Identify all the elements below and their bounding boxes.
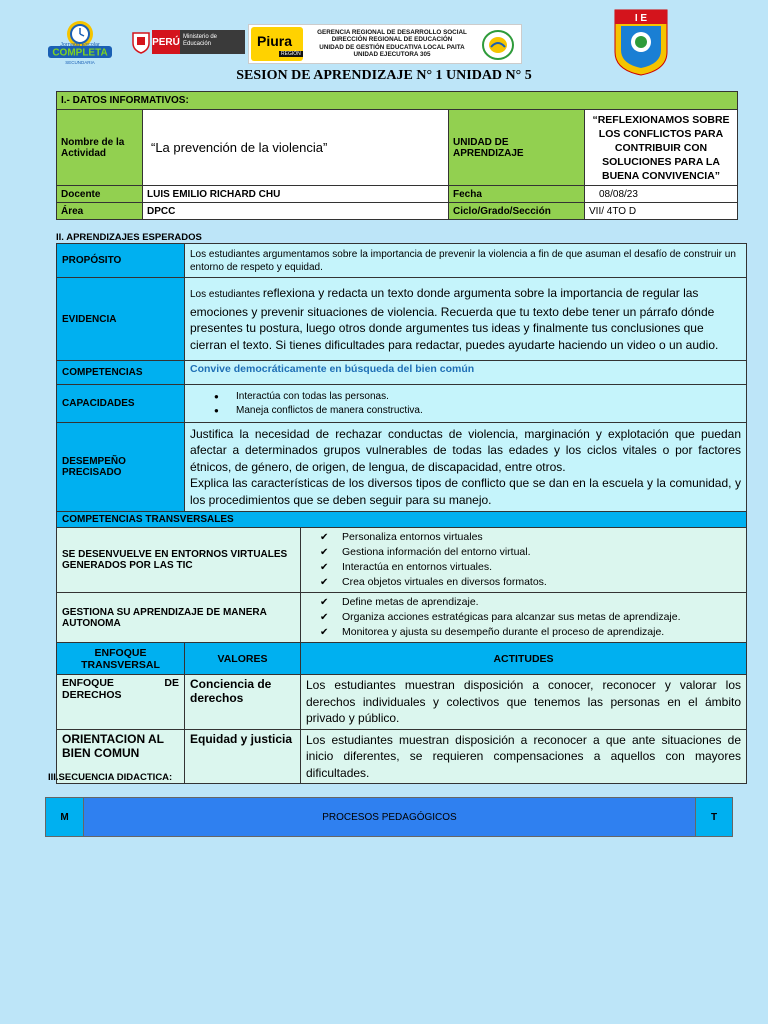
tic-label: SE DESENVUELVE EN ENTORNOS VIRTUALES GENERADOS POR LAS TIC <box>57 528 301 593</box>
unidad-value: “REFLEXIONAMOS SOBRE LOS CONFLICTOS PARA CONTRIBUIR CON SOLUCIONES PARA LA BUENA CONVIVENCIA” <box>585 110 738 186</box>
col-m-header: M <box>46 798 84 837</box>
competencias-value: Convive democráticamente en búsqueda del bien común <box>185 361 747 385</box>
proposito-value: Los estudiantes argumentamos sobre la importancia de prevenir la violencia a fin de que asuman el desafío de construir un entorno de respeto y equidad. <box>185 244 747 278</box>
capacidades-list <box>185 385 747 423</box>
ciclo-value: VII/ 4TO D <box>585 203 738 220</box>
ugel-logo-icon <box>481 29 515 61</box>
col-procesos-header: PROCESOS PEDAGÓGICOS <box>84 798 696 837</box>
ie-crest <box>613 8 669 76</box>
fecha-value: 08/08/23 <box>585 186 738 203</box>
competencias-label: COMPETENCIAS <box>57 361 185 385</box>
tic-item: ✔ Interactúa en entornos virtuales. <box>318 560 741 575</box>
aprendizajes-table <box>56 243 747 784</box>
valores-header: VALORES <box>185 643 301 675</box>
actitudes-header: ACTITUDES <box>301 643 747 675</box>
svg-text:Jornada Escolar: Jornada Escolar <box>60 42 100 48</box>
enfoque-header: ENFOQUE TRANSVERSAL <box>57 643 185 675</box>
gestiona-item: ✔ Organiza acciones estratégicas para alcanzar sus metas de aprendizaje. <box>318 610 741 625</box>
svg-text:SECUNDARIA: SECUNDARIA <box>65 60 95 65</box>
valor-bien-comun: Equidad y justicia <box>185 729 301 784</box>
tic-item: ✔ Crea objetos virtuales en diversos formatos. <box>318 575 741 590</box>
aprendizajes-section-label: II. APRENDIZAJES ESPERADOS <box>56 232 202 243</box>
proposito-label: PROPÓSITO <box>57 244 185 278</box>
actividad-label: Nombre de la Actividad <box>57 110 143 186</box>
datos-section-label: I.- DATOS INFORMATIVOS: <box>57 92 738 110</box>
tic-item: ✔ Gestiona información del entorno virtual. <box>318 545 741 560</box>
gestiona-label: GESTIONA SU APRENDIZAJE DE MANERA AUTONOMA <box>57 593 301 643</box>
enfoque-derechos: ENFOQUE DE DERECHOS <box>57 675 185 730</box>
secuencia-table <box>45 797 733 837</box>
unidad-label: UNIDAD DE APRENDIZAJE <box>449 110 585 186</box>
datos-informativos-table <box>56 91 738 220</box>
evidencia-label: EVIDENCIA <box>57 278 185 361</box>
jec-logo <box>44 18 116 66</box>
col-t-header: T <box>696 798 733 837</box>
ciclo-label: Ciclo/Grado/Sección <box>449 203 585 220</box>
gestiona-item: ✔ Monitorea y ajusta su desempeño durante el proceso de aprendizaje. <box>318 625 741 640</box>
ministerio-label: Ministerio de Educación <box>180 30 245 54</box>
svg-text:I E: I E <box>634 13 648 24</box>
actividad-value: “La prevención de la violencia” <box>143 110 449 186</box>
transversales-label: COMPETENCIAS TRANSVERSALES <box>57 512 747 528</box>
fecha-label: Fecha <box>449 186 585 203</box>
docente-value: LUIS EMILIO RICHARD CHU <box>143 186 449 203</box>
docente-label: Docente <box>57 186 143 203</box>
peru-shield-icon <box>130 30 152 54</box>
gestiona-item: ✔ Define metas de aprendizaje. <box>318 595 741 610</box>
peru-label: PERÚ <box>152 30 180 54</box>
capacidades-label: CAPACIDADES <box>57 385 185 423</box>
actitud-derechos: Los estudiantes muestran disposición a conocer, reconocer y valorar los derechos individuales y colectivos que tenemos las personas en el ámbito privado y público. <box>301 675 747 730</box>
enfoque-bien-comun: ORIENTACION AL BIEN COMUN <box>57 729 185 784</box>
evidencia-value: Los estudiantes reflexiona y redacta un texto donde argumenta sobre la importancia de regular las emociones y prevenir situaciones de violencia. Recuerda que tu texto debe tener un párrafo dónde presentes tu postura, luego otros donde argumentes tus ideas y finalmente tus conclusiones que cierran el texto. Si tienes dificultades para redactar, puedes ayudarte haciendo un video o un audio. <box>185 278 747 361</box>
minedu-logo <box>130 30 245 54</box>
page-title: SESION DE APRENDIZAJE N° 1 UNIDAD N° 5 <box>236 68 532 83</box>
piura-logo: Piura REGIÓN <box>251 27 303 61</box>
banner-text: GERENCIA REGIONAL DE DESARROLLO SOCIAL DIRECCIÓN REGIONAL DE EDUCACIÓN UNIDAD DE GESTIÓN EDUCATIVA LOCAL PAITA UNIDAD EJECUTORA 305 <box>317 29 467 59</box>
tic-item: ✔ Personaliza entornos virtuales <box>318 530 741 545</box>
capacidad-item: ● Interactúa con todas las personas. <box>214 390 741 404</box>
desempeno-label: DESEMPEÑO PRECISADO <box>57 423 185 512</box>
capacidad-item: ● Maneja conflictos de manera constructiva. <box>214 404 741 418</box>
actitud-bien-comun: Los estudiantes muestran disposición a reconocer a que ante situaciones de inicio diferentes, se requieren compensaciones a aquellos con mayores dificultades. <box>301 729 747 784</box>
area-value: DPCC <box>143 203 449 220</box>
region-banner <box>248 24 522 64</box>
tic-list <box>301 528 747 593</box>
secuencia-section-label: III.SECUENCIA DIDACTICA: <box>48 772 173 783</box>
valor-derechos: Conciencia de derechos <box>185 675 301 730</box>
svg-text:COMPLETA: COMPLETA <box>52 47 108 59</box>
area-label: Área <box>57 203 143 220</box>
gestiona-list <box>301 593 747 643</box>
desempeno-value: Justifica la necesidad de rechazar conductas de violencia, marginación y explotación que puedan afectar a determinados grupos vulnerables de todas las edades y los ciclos vitales o por factores étnicos, de género, de origen, de lengua, de discapacidad, entre otros. Explica las características de los diversos tipos de conflicto que se dan en la escuela y la comunidad, y los procedimientos que se deben seguir para su manejo. <box>185 423 747 512</box>
